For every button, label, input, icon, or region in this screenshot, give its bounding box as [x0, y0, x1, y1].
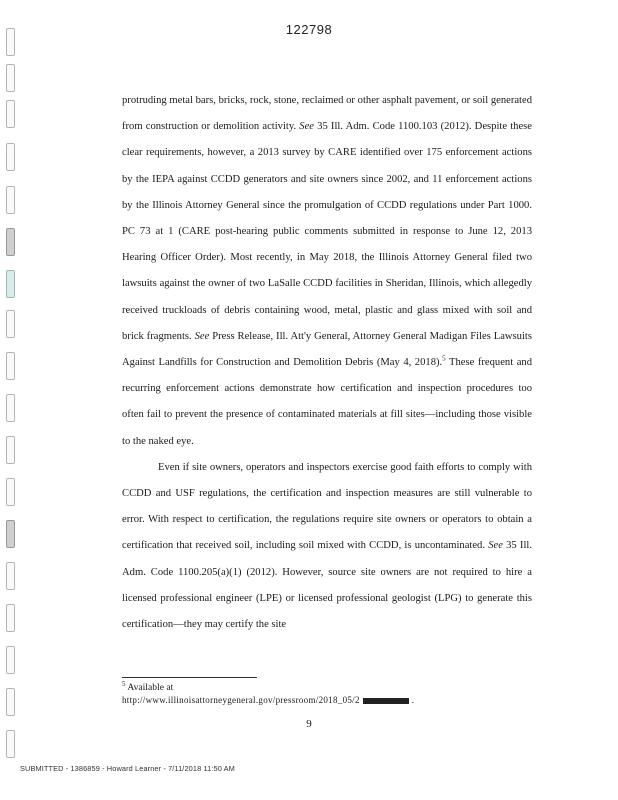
binder-hole	[6, 562, 15, 590]
signal-see: See	[194, 330, 210, 342]
binder-hole	[6, 478, 15, 506]
text-run: 35 Ill. Adm. Code 1100.103 (2012). Despite these clear requirements, however, a 2013 survey by CARE identified over 175 enforcement actions by the IEPA against CCDD generators and site owners since 2002, and 11 enforcement actions by the Illinois Attorney General since the promulgation of CCDD regulations under Part 1000. PC 73 at 1 (CARE post-hearing public comments submitted in response to June 12, 2013 Hearing Officer Order). Most recently, in May 2018, the Illinois Attorney General filed two lawsuits against the owner of two LaSalle CCDD facilities in Sheridan, Illinois, which allegedly received truckloads of debris containing wood, metal, plastic and glass mixed with soil and brick fragments.	[122, 121, 532, 342]
binder-hole	[6, 310, 15, 338]
redaction-mark	[363, 698, 409, 704]
scan-binder-holes	[6, 0, 18, 800]
footnote-trailing: .	[411, 695, 415, 706]
binder-hole	[6, 143, 15, 171]
binder-hole	[6, 64, 15, 92]
footnote-number: 5	[122, 679, 126, 688]
footnote	[122, 681, 532, 707]
text-run: Even if site owners, operators and inspectors exercise good faith efforts to comply with CCDD and USF regulations, the certification and inspection measures are still vulnerable to error. With respect to certification, the regulations require site owners or operators to obtain a certification that received soil, including soil mixed with CCDD, is uncontaminated.	[122, 461, 532, 552]
signal-see: See	[488, 540, 503, 552]
binder-hole	[6, 394, 15, 422]
binder-hole	[6, 100, 15, 128]
footnote-reference[interactable]: 5	[442, 354, 446, 363]
binder-hole	[6, 28, 15, 56]
binder-hole	[6, 730, 15, 758]
binder-hole	[6, 436, 15, 464]
document-id: 122798	[285, 22, 333, 37]
page-number: 9	[306, 718, 312, 730]
footnote-link[interactable]: http://www.illinoisattorneygeneral.gov/pressroom/2018_05/2	[122, 695, 360, 705]
text-run: 35 Ill. Adm. Code 1100.205(a)(1) (2012). However, source site owners are not required to hire a licensed professional engineer (LPE) or licensed professional geologist (LPG) to generate this certification—they may certify the site	[122, 540, 532, 631]
paragraph	[122, 455, 532, 638]
binder-hole	[6, 352, 15, 380]
binder-hole	[6, 270, 15, 298]
text-run: protruding metal bars, bricks, rock, stone, reclaimed or other asphalt pavement, or soil generated from construction or demolition activity.	[122, 95, 532, 133]
binder-hole	[6, 604, 15, 632]
body-text	[122, 88, 532, 638]
binder-hole	[6, 228, 15, 256]
signal-see: See	[299, 121, 314, 133]
paragraph	[122, 88, 532, 455]
text-run: These frequent and recurring enforcement actions demonstrate how certification and inspection procedures too often fail to prevent the presence of contaminated materials at fill sites—including those visible to the naked eye.	[122, 357, 532, 447]
binder-hole	[6, 186, 15, 214]
binder-hole	[6, 520, 15, 548]
text-run: Press Release, Ill. Att'y General, Attorney General Madigan Files Lawsuits Against Landfills for Construction and Demolition Debris (May 4, 2018).	[122, 330, 532, 369]
binder-hole	[6, 688, 15, 716]
binder-hole	[6, 646, 15, 674]
filing-stamp: SUBMITTED - 1386859 - Howard Learner - 7/11/2018 11:50 AM	[20, 764, 235, 773]
footnote-label: Available at	[127, 682, 174, 693]
footnote-divider	[122, 677, 257, 678]
